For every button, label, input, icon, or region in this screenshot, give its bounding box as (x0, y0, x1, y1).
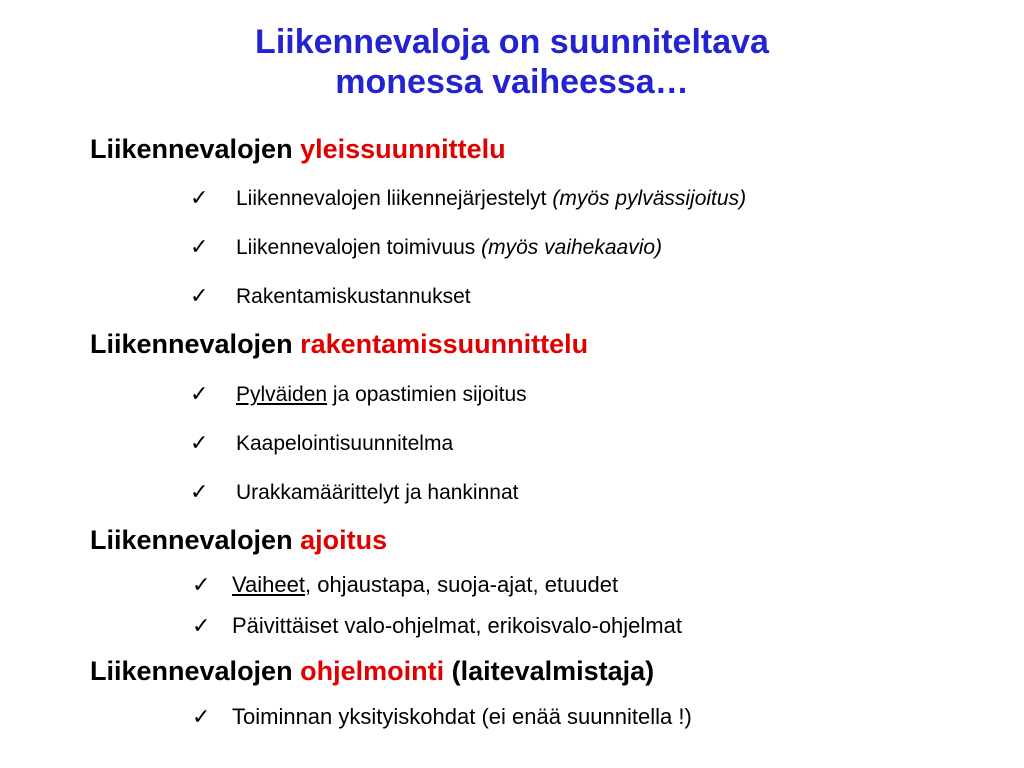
list-item (190, 186, 746, 212)
list-item-text: Liikennevalojen toimivuus (236, 236, 482, 259)
checkmark-icon: ✓ (190, 431, 209, 456)
checkmark-icon: ✓ (190, 186, 209, 211)
list-item (190, 431, 453, 457)
slide-title (0, 22, 1024, 102)
list-item-text: Liikennevalojen liikennejärjestelyt (236, 187, 553, 210)
list-item (190, 284, 471, 310)
list-item-underlined: Vaiheet (232, 572, 305, 597)
section-heading-prefix: Liikennevalojen (90, 525, 301, 555)
section-heading-ajoitus (90, 525, 387, 556)
section-heading-highlight: rakentamissuunnittelu (300, 329, 589, 359)
list-item-text: , ohjaustapa, suoja-ajat, etuudet (304, 572, 619, 597)
checkmark-icon: ✓ (190, 480, 209, 505)
list-item-text: Toiminnan yksityiskohdat (ei enää suunnitella !) (232, 704, 692, 729)
list-item-italic: (myös pylvässijoitus) (552, 187, 747, 210)
checkmark-icon: ✓ (192, 705, 211, 730)
section-heading-prefix: Liikennevalojen (90, 329, 301, 359)
list-item-underlined: Pylväiden (236, 383, 328, 406)
list-item-italic: (myös vaihekaavio) (481, 236, 663, 259)
list-item-text: Urakkamäärittelyt ja hankinnat (236, 481, 519, 504)
section-heading-highlight: ajoitus (300, 525, 388, 555)
section-heading-highlight: ohjelmointi (300, 656, 445, 686)
list-item-text: Päivittäiset valo-ohjelmat, erikoisvalo-ohjelmat (232, 613, 682, 638)
checkmark-icon: ✓ (190, 382, 209, 407)
checkmark-icon: ✓ (190, 284, 209, 309)
list-item (192, 572, 618, 599)
slide-title-line-1: Liikennevaloja on suunniteltava (255, 23, 769, 61)
section-heading-ohjelmointi (90, 656, 654, 687)
checkmark-icon: ✓ (192, 573, 211, 598)
list-item (192, 704, 692, 731)
list-item (190, 235, 662, 261)
section-heading-suffix: (laitevalmistaja) (444, 656, 655, 686)
checkmark-icon: ✓ (190, 235, 209, 260)
list-item-text: Rakentamiskustannukset (236, 285, 471, 308)
section-heading-yleissuunnittelu (90, 134, 506, 165)
slide-title-line-2: monessa vaiheessa… (335, 63, 689, 101)
list-item-text: ja opastimien sijoitus (327, 383, 527, 406)
section-heading-rakentamissuunnittelu (90, 329, 588, 360)
section-heading-prefix: Liikennevalojen (90, 134, 301, 164)
list-item (190, 382, 527, 408)
list-item (192, 613, 682, 640)
checkmark-icon: ✓ (192, 614, 211, 639)
list-item-text: Kaapelointisuunnitelma (236, 432, 454, 455)
section-heading-prefix: Liikennevalojen (90, 656, 301, 686)
section-heading-highlight: yleissuunnittelu (300, 134, 506, 164)
list-item (190, 480, 518, 506)
